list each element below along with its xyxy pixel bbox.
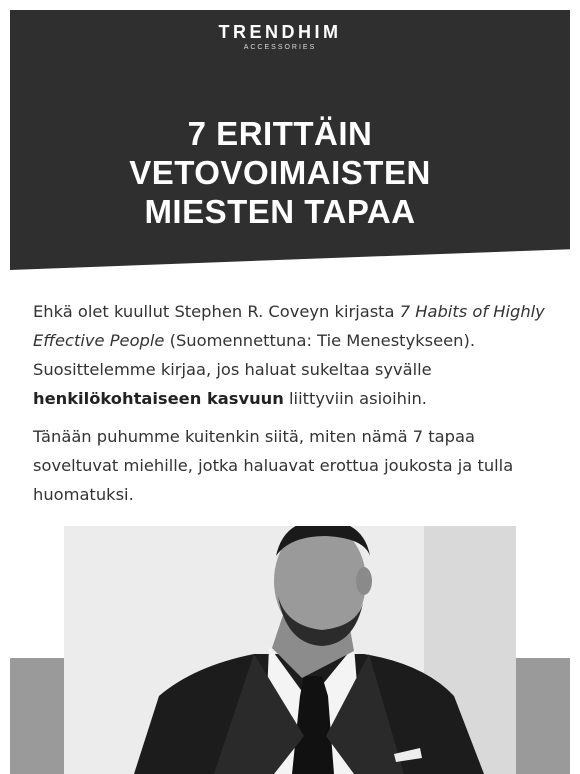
brand-logo[interactable]: [0, 22, 560, 51]
p1-end: liittyviin asioihin.: [283, 389, 427, 408]
bold-phrase: henkilökohtaiseen kasvuun: [33, 389, 284, 408]
p1-before: Ehkä olet kuullut Stephen R. Coveyn kirjasta: [33, 302, 400, 321]
brand-name: TRENDHIM: [218, 22, 342, 42]
man-in-suit-photo[interactable]: [64, 526, 516, 774]
article-body: [33, 297, 549, 518]
headline-line-3: MIESTEN TAPAA: [144, 193, 416, 230]
portrait-illustration: [64, 526, 516, 774]
intro-paragraph: [33, 297, 549, 413]
headline-line-2: VETOVOIMAISTEN: [129, 154, 431, 191]
p1-after: (Suomennettuna: Tie Menestykseen). Suosittelemme kirjaa, jos haluat sukeltaa syvälle: [33, 331, 475, 379]
headline-line-1: 7 ERITTÄIN: [187, 115, 373, 152]
headline: [0, 114, 560, 231]
second-paragraph: Tänään puhumme kuitenkin siitä, miten nämä 7 tapaa soveltuvat miehille, jotka haluavat erottua joukosta ja tulla huomatuksi.: [33, 427, 514, 504]
brand-tagline: ACCESSORIES: [243, 44, 317, 51]
book-title: 7 Habits of Highly Effective People: [33, 302, 545, 350]
